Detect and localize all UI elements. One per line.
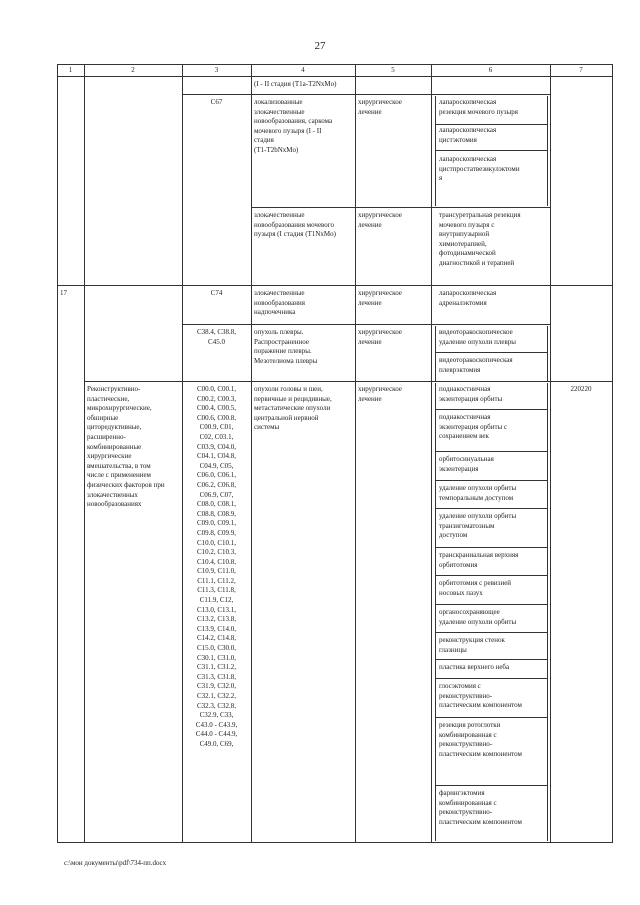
price-cell: 220220 [570, 385, 592, 393]
method-line [435, 659, 547, 660]
treatment-cell: хирургическое лечение [358, 98, 402, 116]
method-box-line [435, 96, 436, 206]
method-box-line [435, 383, 436, 841]
method-cell: орбитосинуальная экзентерация [439, 455, 494, 473]
header-cell-1: 1 [68, 66, 73, 74]
header-cell-7: 7 [579, 66, 583, 74]
method-cell: транскраниальная верхняя орбитотомия [439, 551, 519, 569]
method-line [435, 480, 547, 481]
col-line [355, 64, 356, 843]
method-box-line [547, 383, 548, 841]
col-line [251, 64, 252, 843]
col-line [84, 64, 85, 843]
treatment-cell: хирургическое лечение [358, 289, 402, 307]
row-number: 17 [60, 289, 67, 297]
method-cell: органосохраняющее удаление опухоли орбиты [439, 608, 517, 626]
method-cell: фарингэктомия комбинированная с реконструктивно- пластическим компонентом [439, 789, 522, 826]
method-line [435, 508, 547, 509]
code-cell: C67 [210, 98, 223, 106]
table-border-bottom [57, 842, 612, 843]
code-cell: C74 [210, 289, 223, 297]
diagnosis-cell: опухоли головы и шеи, первичные и рецидивные, метастатические опухоли центральной нервной системы [254, 385, 332, 432]
method-cell: видеоторакоскопическое удаление опухоли плевры [439, 328, 516, 346]
row-line [57, 285, 612, 286]
row-line [182, 94, 550, 95]
method-line [435, 409, 547, 410]
method-line [435, 604, 547, 605]
diagnosis-cell: опухоль плевры. Распространенное поражение плевры. Мезотелиома плевры [254, 328, 318, 365]
service-name-cell: Реконструктивно- пластические, микрохирургические, обширные циторедуктивные, расширенно- комбинированные хирургические вмешательства, в том числе с применением физических факторов при злокачественных новообразованиях [87, 385, 165, 509]
table-border-top [57, 64, 612, 65]
method-cell: резекция ротоглотки комбинированная с реконструктивно- пластическим компонентом [439, 721, 522, 758]
method-cell: поднакостничная экзентерация орбиты [439, 385, 503, 403]
method-line [435, 678, 547, 679]
treatment-cell: хирургическое лечение [358, 211, 402, 229]
method-cell: удаление опухоли орбиты темпоральным доступом [439, 484, 517, 502]
method-line [435, 575, 547, 576]
treatment-cell: хирургическое лечение [358, 385, 402, 403]
method-cell: поднакостничная экзентерация орбиты с сохранением век [439, 413, 508, 441]
method-line [435, 717, 547, 718]
code-cell: C00.0, C00.1, C00.2, C00.3, C00.4, C00.5, C00.6, C00.8, C00.9, C01, C02, C03.1, C03.9, C04.0, C04.1, C04.8, C04.9, C05, C06.0, C06.1, C06.2, C06.8, C06.9, C07, C08.0, C08.1, C08.8, C08.9, C09.0, C09.1, C09.8, C09.9, C10.0, C10.1, C10.2, C10.3, C10.4, C10.8, C10.9, C11.0, C11.1, C11.2, C11.3, C11.8, C11.9, C12, C13.0, C13.1, C13.2, C13.8, C13.9, C14.0, C14.2, C14.8, C15.0, C30.0, C30.1, C31.0, C31.1, C31.2, C31.3, C31.8, C31.9, C32.0, C32.1, C32.2, C32.3, C32.8, C32.9, C33, C43.0 - C43.9, C44.0 - C44.9, C49.0, C69, [195, 385, 238, 748]
method-cell: лапароскопическая резекция мочевого пузыря [439, 98, 518, 116]
method-line [435, 632, 547, 633]
diagnosis-cell: (I - II стадия (T1a-T2NxMo) [254, 80, 337, 88]
treatment-cell: хирургическое лечение [358, 328, 402, 346]
method-cell: пластика верхнего неба [439, 663, 510, 671]
header-bottom-line [57, 76, 612, 77]
method-cell: орбитотомия с ревизией носовых пазух [439, 579, 512, 597]
header-cell-6: 6 [488, 66, 493, 74]
header-cell-2: 2 [131, 66, 135, 74]
page-number: 27 [314, 40, 326, 52]
col-line [612, 64, 613, 843]
method-cell: лапароскопическая адреналэктомия [439, 289, 497, 307]
method-cell: реконструкция стенок глазницы [439, 636, 505, 654]
method-cell: трансуретральная резекция мочевого пузыря с внутрипузырной химиотерапией, фотодинамической диагностикой и терапией [439, 211, 521, 267]
method-line [435, 150, 547, 151]
method-box-line [547, 326, 548, 381]
method-cell: удаление опухоли орбиты транзигоматозным доступом [439, 512, 517, 540]
method-line [435, 785, 547, 786]
method-line [435, 124, 547, 125]
header-cell-5: 5 [391, 66, 395, 74]
row-line [251, 207, 550, 208]
header-cell-4: 4 [301, 66, 305, 74]
header-cell-3: 3 [214, 66, 219, 74]
row-line [84, 381, 612, 382]
method-cell: глосэктомия с реконструктивно- пластическим компонентом [439, 682, 522, 710]
method-box-line [435, 326, 436, 381]
col-line [57, 64, 58, 843]
col-line [431, 64, 432, 843]
diagnosis-cell: злокачественные новообразования мочевого пузыря (I стадия (T1NxMo) [254, 211, 336, 239]
method-line [435, 451, 547, 452]
col-line [550, 64, 551, 843]
row-line [182, 324, 550, 325]
method-line [435, 547, 547, 548]
code-cell: C38.4, C38.8, C45.0 [196, 328, 237, 346]
method-cell: лапароскопическая цистпростатвезикулэктоми я [439, 155, 520, 183]
file-path-footer: c:\мои документы\pdf\734-пп.docx [64, 859, 167, 867]
method-box-line [547, 96, 548, 206]
method-cell: лапароскопическая цистэктомия [439, 126, 497, 144]
method-cell: видеоторакоскопическая плеврэктомия [439, 356, 513, 374]
diagnosis-cell: злокачественные новообразования надпочечника [254, 289, 305, 317]
diagnosis-cell: локализованные злокачественные новообразования, саркома мочевого пузыря (I - II стадия (T1-T2bNxMo) [254, 98, 333, 154]
method-line [435, 352, 547, 353]
